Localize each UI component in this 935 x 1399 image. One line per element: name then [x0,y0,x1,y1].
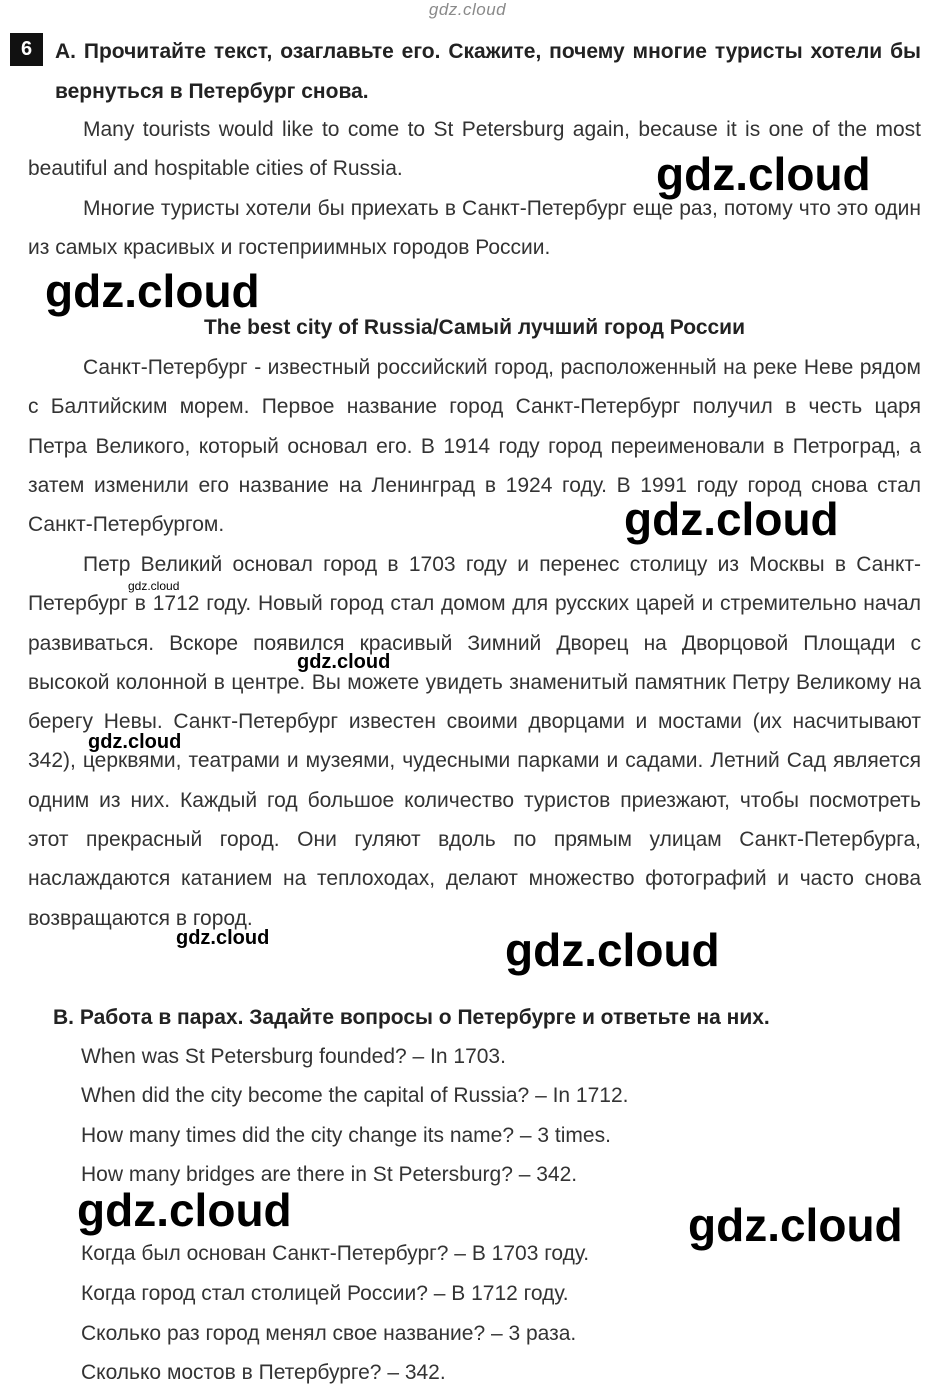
text-paragraph-1: Санкт-Петербург - известный российский город, расположенный на реке Неве рядом с Балтийским морем. Первое название город Санкт-Петербург получил в честь царя Петра Великого, который основал его. В 1914 году город переименовали в Петроград, а затем изменили его название на Ленинград в 1924 году. В 1991 году город снова стал Санкт-Петербургом. [28,356,921,537]
qa-russian-1: Когда был основан Санкт-Петербург? – В 1703 году. [81,1242,590,1265]
qa-english-2: When did the city become the capital of Russia? – In 1712. [81,1084,629,1107]
task-a-instruction: А. Прочитайте текст, озаглавьте его. Скажите, почему многие туристы хотели бы вернуться в Петербург снова. [55,40,921,103]
qa-russian-2: Когда город стал столицей России? – В 1712 году. [81,1282,569,1305]
watermark-large: gdz.cloud [77,1184,292,1236]
watermark-large: gdz.cloud [624,493,839,545]
watermark-small: gdz.cloud [88,731,182,753]
qa-russian-3: Сколько раз город менял свое название? – 3 раза. [81,1322,577,1345]
qa-russian-4: Сколько мостов в Петербурге? – 342. [81,1361,446,1384]
task-number-badge: 6 [10,33,43,66]
qa-english-1: When was St Petersburg founded? – In 1703. [81,1045,506,1068]
watermark-small: gdz.cloud [176,927,270,949]
watermark-large: gdz.cloud [505,924,720,976]
text-paragraph-2: Петр Великий основал город в 1703 году и перенес столицу из Москвы в Санкт-Петербург в 1712 году. Новый город стал домом для русских царей и стремительно начал развиваться. Вскоре появился красивый Зимний Дворец на Дворцовой Площади с высокой колонной в центре. Вы можете увидеть знаменитый памятник Петру Великому на берегу Невы. Санкт-Петербург известен своими дворцами и мостами (их насчитывают 342), церквями, театрами и музеями, чудесными парками и садами. Летний Сад является одним из них. Каждый год большое количество туристов приезжают, чтобы посмотреть этот прекрасный город. Они гуляют вдоль по прямым улицам Санкт-Петербурга, наслаждаются катанием на теплоходах, делают множество фотографий и часто снова возвращаются в город. [28,553,921,930]
watermark-large: gdz.cloud [656,148,871,200]
watermark-small: gdz.cloud [297,651,391,673]
answer-english: Many tourists would like to come to St Petersburg again, because it is one of the most beautiful and hospitable cities of Russia. [28,118,921,181]
qa-english-3: How many times did the city change its name? – 3 times. [81,1124,611,1147]
watermark-large: gdz.cloud [45,265,260,317]
watermark-large: gdz.cloud [688,1199,903,1251]
watermark-tiny: gdz.cloud [128,579,180,593]
qa-english-4: How many bridges are there in St Petersburg? – 342. [81,1163,578,1186]
top-watermark: gdz.cloud [428,0,507,19]
task-b-instruction: В. Работа в парах. Задайте вопросы о Петербурге и ответьте на них. [53,1006,770,1029]
answer-russian: Многие туристы хотели бы приехать в Санкт-Петербург еще раз, потому что это один из самых красивых и гостеприимных городов России. [28,197,921,260]
text-title: The best city of Russia/Самый лучший город России [203,316,746,339]
